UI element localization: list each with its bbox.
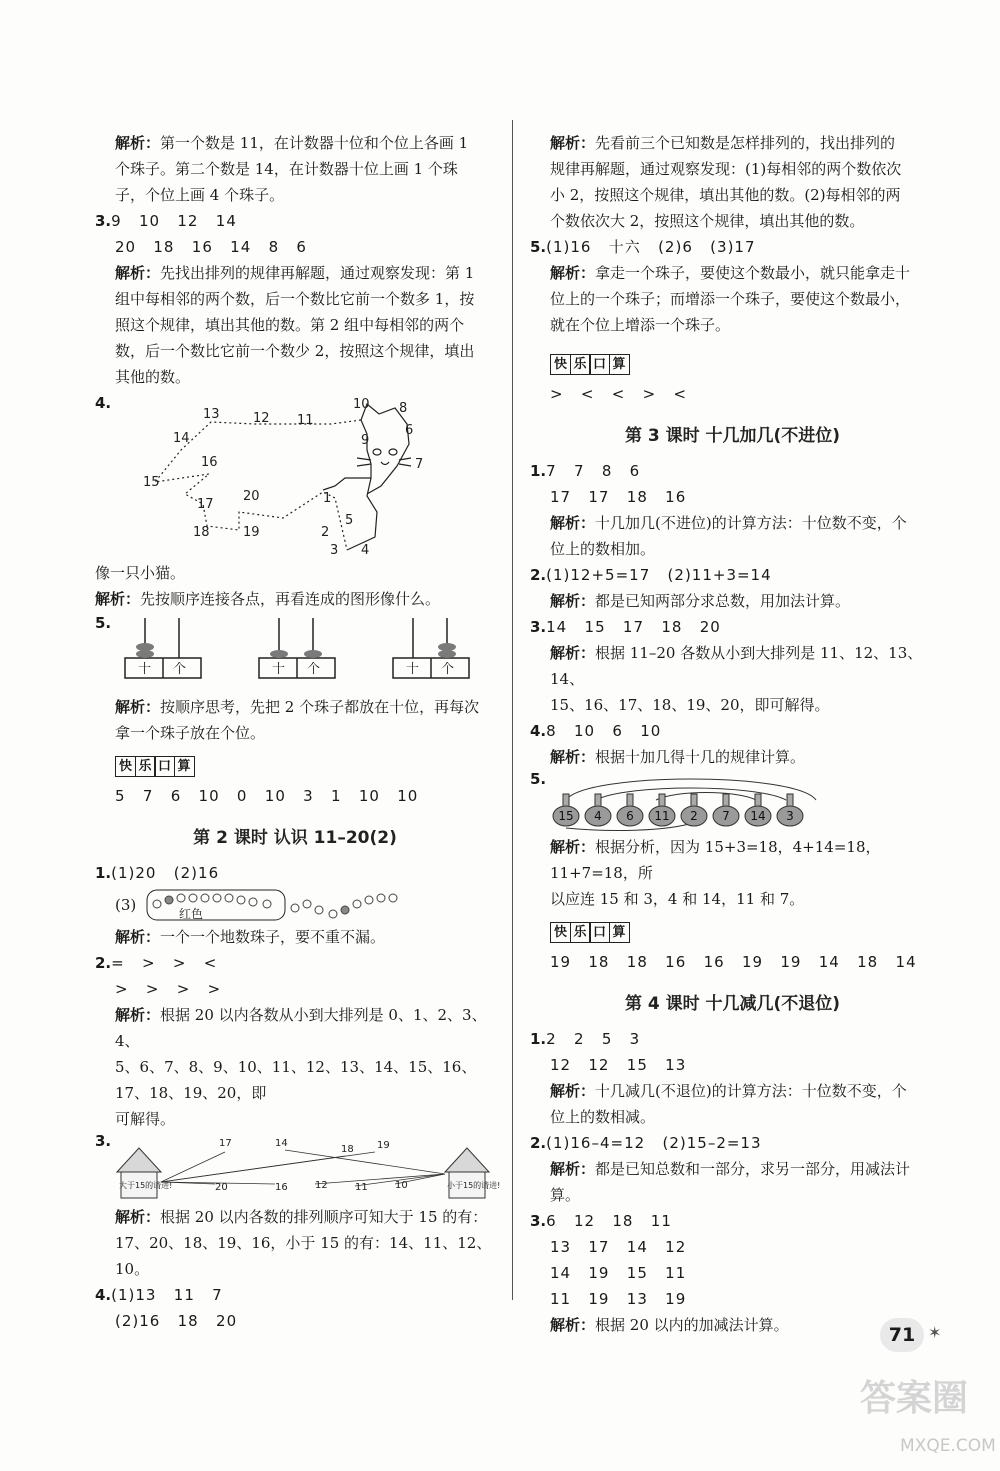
svg-text:17: 17 [219,1138,232,1149]
analysis-text: 子，个位上画 4 个珠子。 [115,186,285,204]
svg-text:8: 8 [399,401,408,416]
cat-dot-to-dot-image [135,394,495,558]
answer-4-row2: (2)16 18 20 [115,1312,238,1330]
analysis-text: 解析：先看前三个已知数是怎样排列的，找出排列的 [550,134,896,152]
svg-text:12: 12 [315,1180,328,1191]
analysis-text: 解析：都是已知两部分求总数，用加法计算。 [550,592,851,610]
answer-3-row3: 14 19 15 11 [550,1264,687,1282]
analysis-text: 规律再解题，通过观察发现：(1)每相邻的两个数依次 [550,160,902,178]
kousuan-answers: 19 18 18 16 16 19 19 14 18 14 [550,953,917,971]
svg-text:16: 16 [275,1182,288,1193]
peg-label: 7 [722,809,730,823]
analysis-text: 个数依次大 2，按照这个规律，填出其他的数。 [550,212,865,230]
analysis-text: 其他的数。 [115,368,191,386]
answer-2: 2.= > > < [95,954,218,972]
bead-string-figure: (3) 红色 [95,886,495,924]
svg-text:20: 20 [243,489,260,504]
answer-2: 2.(1)12+5=17 (2)11+3=14 [530,566,772,584]
kousuan-answers: 5 7 6 10 0 10 3 1 10 10 [115,787,419,805]
section-title: 第 4 课时 十几减几(不退位) [624,994,841,1014]
answer-3: 3.6 12 18 11 [530,1212,672,1230]
svg-text:7: 7 [415,457,424,472]
svg-text:2: 2 [321,525,330,540]
answer-3: 3.14 15 17 18 20 [530,618,721,636]
svg-text:14: 14 [275,1138,288,1149]
svg-text:19: 19 [377,1140,390,1151]
dot-label-1: 1 [323,491,332,506]
ones-label: 个 [173,662,187,677]
analysis-text: 组中每相邻的两个数，后一个数比它前一个数多 1，按 [115,290,475,308]
analysis-text: 解析：根据 20 以内的加减法计算。 [550,1316,789,1334]
answer-3-row2: 13 17 14 12 [550,1238,687,1256]
tens-label: 十 [272,662,286,677]
watermark-logo: 答案圈 [860,1378,969,1419]
svg-text:6: 6 [405,423,414,438]
svg-text:11: 11 [297,413,314,428]
answer-3: 3.9 10 12 14 [95,212,237,230]
ones-label: 个 [441,662,455,677]
answer-4: 像一只小猫。 [95,564,186,582]
answer-2-row2: > > > > [115,980,222,998]
answer-2: 2.(1)16–4=12 (2)15–2=13 [530,1134,762,1152]
column-divider [512,120,513,1300]
analysis-text: 解析：根据 11–20 各数从小到大排列是 11、12、13、14、 [550,644,923,688]
question-number: 3. [95,1132,112,1150]
answer-3-row2: 20 18 16 14 8 6 [115,238,307,256]
svg-text:18: 18 [341,1144,354,1155]
analysis-text: 解析：十几加几(不进位)的计算方法：十位数不变，个 [550,514,907,532]
svg-text:18: 18 [193,525,210,540]
answer-1-row2: 17 17 18 16 [550,488,687,506]
right-column [530,130,935,1338]
answer-1: 1.7 7 8 6 [530,462,641,480]
cat-dot-labels [143,397,423,558]
analysis-text: 解析：根据分析，因为 15+3=18，4+14=18，11+7=18，所 [550,838,881,882]
section-title: 第 3 课时 十几加几(不进位) [624,426,841,446]
svg-text:10: 10 [353,397,370,412]
analysis-text: 位上的数相减。 [550,1108,656,1126]
abacus-figure [95,614,495,694]
analysis-text: 位上的数相加。 [550,540,656,558]
answer-1-row2: 12 12 15 13 [550,1056,687,1074]
kuaile-kousuan-box: 快 乐 口 算 [550,922,628,943]
svg-text:4: 4 [361,543,370,558]
peg-figure [530,770,935,834]
ant-house-image [115,1132,501,1204]
question-number: 5. [530,770,547,788]
svg-text:17: 17 [197,497,214,512]
peg-label: 6 [626,809,634,823]
analysis-text: 解析：拿走一个珠子，要使这个数最小，就只能拿走十 [550,264,911,282]
peg-label: 15 [558,809,574,823]
peg-label: 2 [690,809,698,823]
svg-text:3: 3 [330,543,339,558]
svg-text:14: 14 [173,431,190,446]
analysis-text: 数，后一个数比它前一个数少 2，按照这个规律，填出 [115,342,475,360]
bead-label: 红色 [179,907,204,921]
answer-3-row4: 11 19 13 19 [550,1290,687,1308]
analysis-text: 解析：第一个数是 11，在计数器十位和个位上各画 1 [115,134,469,152]
svg-text:19: 19 [243,525,260,540]
svg-text:12: 12 [253,411,270,426]
kuaile-kousuan-box: 快 乐 口 算 [550,354,628,375]
house-left-label: 大于15的请进! [119,1181,173,1190]
abacus-image [109,614,489,694]
question-number: 5. [95,614,112,632]
ant-house-figure [95,1132,501,1204]
analysis-text: 以应连 15 和 3，4 和 14，11 和 7。 [550,890,805,908]
analysis-text: 照这个规律，填出其他的数。第 2 组中每相邻的两个 [115,316,465,334]
analysis-text: 可解得。 [115,1110,176,1128]
analysis-text: 解析：先找出排列的规律再解题，通过观察发现：第 1 [115,264,475,282]
svg-text:9: 9 [361,433,370,448]
svg-text:15: 15 [143,475,160,490]
star-icon: ✶ [928,1323,942,1342]
analysis-text: 解析：根据 20 以内各数从小到大排列是 0、1、2、3、4、 [115,1006,487,1050]
analysis-text: 解析：按顺序思考，先把 2 个珠子都放在十位，再每次 [115,698,480,716]
analysis-text: 个珠子。第二个数是 14，在计数器十位上画 1 个珠 [115,160,458,178]
kousuan-answers: > < < > < [550,385,688,403]
answer-5: 5.(1)16 十六 (2)6 (3)17 [530,238,756,256]
svg-text:11: 11 [355,1182,368,1193]
answer-1: 1.(1)20 (2)16 [95,864,220,882]
svg-text:20: 20 [215,1182,228,1193]
analysis-text: 解析：根据十加几得十几的规律计算。 [550,748,806,766]
svg-text:5: 5 [345,513,354,528]
analysis-text: 小 2，按照这个规律，填出其他的数。(2)每相邻的两 [550,186,901,204]
left-column [95,130,501,1334]
analysis-text: 17、20、18、19、16，小于 15 的有：14、11、12、10。 [115,1234,492,1278]
analysis-text: 5、6、7、8、9、10、11、12、13、14、15、16、17、18、19、20，即 [115,1058,477,1102]
answer-4: 4.8 10 6 10 [530,722,662,740]
tens-label: 十 [406,662,420,677]
analysis-text: 拿一个珠子放在个位。 [115,724,266,742]
ones-label: 个 [307,662,321,677]
kuaile-kousuan-box: 快 乐 口 算 [115,756,193,777]
svg-text:13: 13 [203,407,220,422]
analysis-text: 位上的一个珠子；而增添一个珠子，要使这个数最小， [550,290,911,308]
peg-image [546,770,846,834]
analysis-text: 就在个位上增添一个珠子。 [550,316,731,334]
analysis-text: 解析：根据 20 以内各数的排列顺序可知大于 15 的有： [115,1208,488,1226]
svg-text:10: 10 [395,1180,408,1191]
tens-label: 十 [138,662,152,677]
answer-4: 4.(1)13 11 7 [95,1286,223,1304]
question-number: 4. [95,394,112,412]
page-number: 71 [880,1318,924,1352]
peg-label: 11 [654,809,670,823]
peg-label: 4 [594,809,602,823]
cat-dot-figure [95,394,495,558]
bead-string-image [145,886,405,924]
section-title: 第 2 课时 认识 11–20(2) [193,828,397,848]
analysis-text: 解析：都是已知总数和一部分，求另一部分，用减法计算。 [550,1160,911,1204]
house-right-label: 小于15的请进! [447,1181,501,1190]
svg-text:16: 16 [201,455,218,470]
analysis-text: 解析：十几减几(不退位)的计算方法：十位数不变，个 [550,1082,907,1100]
peg-label: 3 [786,809,794,823]
analysis-text: 解析：一个一个地数珠子，要不重不漏。 [115,928,386,946]
analysis-text: 15、16、17、18、19、20，即可解得。 [550,696,830,714]
peg-label: 14 [750,809,766,823]
answer-1: 1.2 2 5 3 [530,1030,641,1048]
analysis-text: 解析：先按顺序连接各点，再看连成的图形像什么。 [95,590,441,608]
watermark-url: MXQE.COM [900,1436,996,1456]
